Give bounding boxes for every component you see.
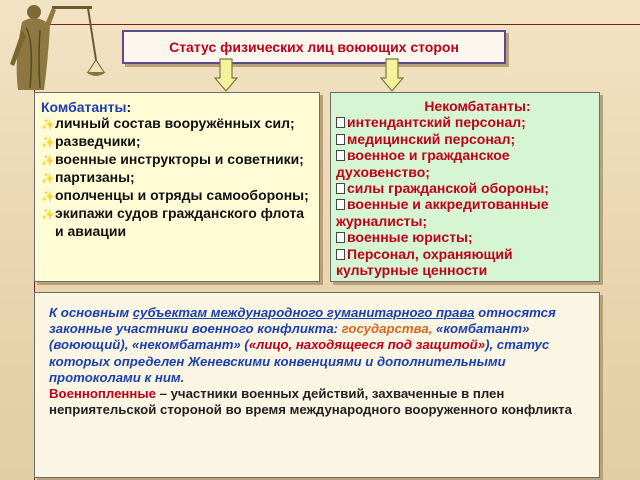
noncombatants-item-text: военное и гражданское духовенство; [336,147,510,180]
frame-line-top [34,24,640,25]
noncombatants-box [330,92,600,282]
noncombatants-item [336,131,595,147]
square-bullet-icon [336,249,345,260]
combatants-item [41,133,315,151]
noncombatants-item [336,114,595,130]
square-bullet-icon [336,232,345,243]
noncombatants-item-text: интендантский персонал; [347,114,526,131]
combatants-item [41,115,315,133]
combatants-item-text: личный состав вооружённых сил; [55,115,295,131]
combatants-heading-colon: : [126,99,132,115]
combatants-item [41,151,315,169]
noncombatants-item [336,196,595,229]
noncombatants-item [336,180,595,196]
definition-text: К основным [49,305,133,320]
definition-paragraph [49,305,589,386]
noncombatants-heading: Некомбатанты: [424,98,531,114]
noncombatants-item-text: силы гражданской обороны; [347,180,549,197]
combatants-heading [41,99,315,115]
bullet-icon: ✨ [41,137,55,149]
square-bullet-icon [336,117,345,128]
noncombatants-item-text: военные юристы; [347,229,473,246]
justice-statue-icon [0,0,110,90]
square-bullet-icon [336,183,345,194]
square-bullet-icon [336,134,345,145]
combatants-item [41,205,315,239]
bullet-icon: ✨ [41,209,55,221]
noncombatants-item [336,246,595,279]
combatants-item [41,187,315,205]
noncombatants-item [336,147,595,180]
pow-definition: – участники военных действий, захваченные в плен неприятельской стороной во время международного вооруженного конфликта [49,386,572,418]
protected-person-term: «лицо, находящееся под защитой» [248,337,486,353]
definition-text: ), статус которых определен Женевскими конвенциями и дополнительными протоколами к ним. [49,337,550,385]
noncombatants-item-text: медицинский персонал; [347,130,516,147]
combatants-item-text: партизаны; [55,169,135,185]
definition-text: относятся законные участники военного конфликта: [49,305,556,337]
bullet-icon: ✨ [41,119,55,131]
bullet-icon: ✨ [41,155,55,167]
pow-paragraph [49,386,589,418]
down-arrow-icon [380,58,404,92]
combatants-item-text: разведчики; [55,133,141,149]
combatants-item-text: военные инструкторы и советники; [55,151,304,167]
combatants-box [34,92,320,282]
subjects-link[interactable]: субъектам международного гуманитарного права [132,305,475,320]
combatants-item [41,169,315,187]
square-bullet-icon [336,199,345,210]
bullet-icon: ✨ [41,191,55,203]
noncombatants-item-text: Персонал, охраняющий культурные ценности [336,245,513,279]
definition-text: «комбатант» (воюющий), «некомбатант» ( [49,321,530,353]
down-arrow-icon [214,58,238,92]
combatants-item-text: экипажи судов гражданского флота и авиации [55,205,305,239]
combatants-heading-text: Комбатанты [41,99,127,115]
pow-term: Военнопленные [49,386,156,402]
bullet-icon: ✨ [41,173,55,185]
slide-title: Статус физических лиц воюющих сторон [122,30,506,64]
square-bullet-icon [336,150,345,161]
states-term: государства, [341,321,433,337]
noncombatants-item [336,229,595,245]
definition-box [34,292,600,478]
combatants-item-text: ополченцы и отряды самообороны; [55,187,309,203]
noncombatants-item-text: военные и аккредитованные журналисты; [336,196,549,229]
